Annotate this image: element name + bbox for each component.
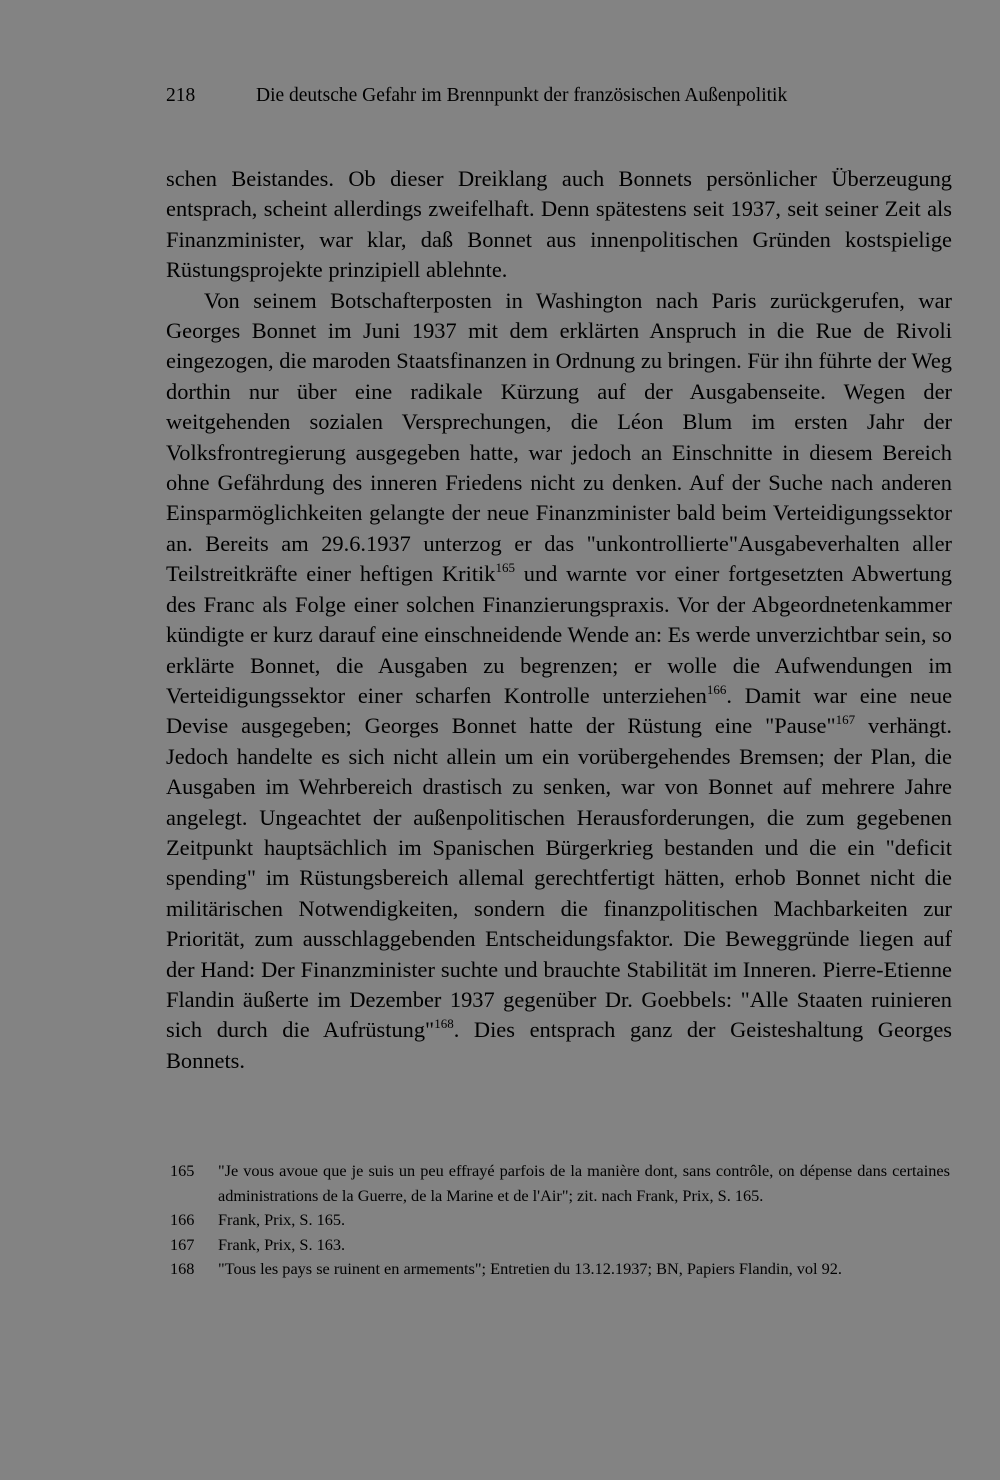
- text-segment: . Damit war eine neue Devise ausgegeben; Georges Bonnet hatte der Rüstung eine "Pause": [166, 682, 953, 739]
- paragraph-bonnet-finance: [166, 286, 952, 1077]
- running-head: Die deutsche Gefahr im Brennpunkt der französischen Außenpolitik: [256, 85, 788, 106]
- footnote-number: 167: [170, 1234, 195, 1254]
- page-number: 218: [166, 85, 196, 106]
- footnote-ref-168[interactable]: 168: [434, 1016, 454, 1032]
- footnote-text: Frank, Prix, S. 163.: [218, 1234, 346, 1254]
- footnote-number: 168: [170, 1259, 195, 1278]
- footnote-text: Frank, Prix, S. 165.: [218, 1210, 346, 1229]
- footnote-number: 165: [170, 1161, 195, 1180]
- footnotes: [170, 1159, 950, 1282]
- footnote-number: 166: [170, 1210, 195, 1229]
- footnote-ref-165[interactable]: 165: [495, 560, 515, 576]
- text-segment: . Dies entsprach ganz der Geisteshaltung Georges Bonnets.: [166, 1017, 953, 1073]
- text-segment: und warnte vor einer fortgesetzten Abwertung des Franc als Folge einer solchen Finanzierungspraxis. Vor der Abgeordnetenkammer kündigte er kurz darauf eine einschneidende Wende an: Es werde unverzichtbar sein, so erklärte Bonnet, die Ausgaben zu begrenzen; er wolle die Aufwendungen im Verteidigungssektor einer scharfen Kontrolle unterziehen: [166, 561, 952, 708]
- footnote-ref-167[interactable]: 167: [835, 712, 856, 728]
- text-segment: Von seinem Botschafterposten in Washington nach Paris zurückgerufen, war Georges Bonnet im Juni 1937 mit dem erklärten Anspruch in die Rue de Rivoli eingezogen, die maroden Staatsfinanzen in Ordnung zu bringen. Für ihn führte der Weg dorthin nur über eine radikale Kürzung auf der Ausgabenseite. Wegen der weitgehenden sozialen Versprechungen, die Léon Blum im ersten Jahr der Volksfrontregierung ausgegeben hatte, war jedoch an Einschnitte in diesem Bereich ohne Gefährdung des inneren Friedens nicht zu denken. Auf der Suche nach anderen Einsparmöglichkeiten gelangte der neue Finanzminister bald beim Verteidigungssektor an. Bereits am 29.6.1937 unterzog er das "unkontrollierte"Ausgabeverhalten aller Teilstreitkräfte einer heftigen Kritik: [166, 287, 952, 587]
- footnote-ref-166[interactable]: 166: [706, 681, 727, 697]
- footnote-text: "Tous les pays se ruinent en armements"; Entretien du 13.12.1937; BN, Papiers Flandin, vol 92.: [218, 1259, 842, 1278]
- text-segment: verhängt. Jedoch handelte es sich nicht allein um ein vorübergehendes Bremsen; der Plan, die Ausgaben im Wehrbereich drastisch zu senken, war von Bonnet auf mehrere Jahre angelegt. Ungeachtet der außenpolitischen Herausforderungen, die zum gegebenen Zeitpunkt hauptsächlich im Spanischen Bürgerkrieg bestanden und die ein "deficit spending" im Rüstungsbereich allemal gerechtfertigt hätten, erhob Bonnet nicht die militärischen Notwendigkeiten, sondern die finanzpolitischen Machbarkeiten zur Priorität, zum ausschlaggebenden Entscheidungsfaktor. Die Beweggründe liegen auf der Hand: Der Finanzminister suchte und brauchte Stabilität im Inneren. Pierre-Etienne Flandin äußerte im Dezember 1937 gegenüber Dr. Goebbels: "Alle Staaten ruinieren sich durch die Aufrüstung": [166, 713, 952, 1043]
- footnote: [170, 1233, 950, 1258]
- page-header: [166, 82, 886, 110]
- footnote-text: "Je vous avoue que je suis un peu effrayé parfois de la manière dont, sans contrôle, on dépense dans certaines administrations de la Guerre, de la Marine et de l'Air"; zit. nach Frank, Prix, S. 165.: [218, 1161, 950, 1205]
- footnote: [170, 1257, 950, 1282]
- paragraph-continuation: schen Beistandes. Ob dieser Dreiklang auch Bonnets persönlicher Überzeugung entsprach, scheint allerdings zweifelhaft. Denn spätestens seit 1937, seit seiner Zeit als Finanzminister, war klar, daß Bonnet aus innenpolitischen Gründen kostspielige Rüstungsprojekte prinzipiell ablehnte.: [166, 166, 952, 283]
- footnote: [170, 1159, 950, 1208]
- body-text: [166, 164, 952, 1076]
- footnote: [170, 1208, 950, 1233]
